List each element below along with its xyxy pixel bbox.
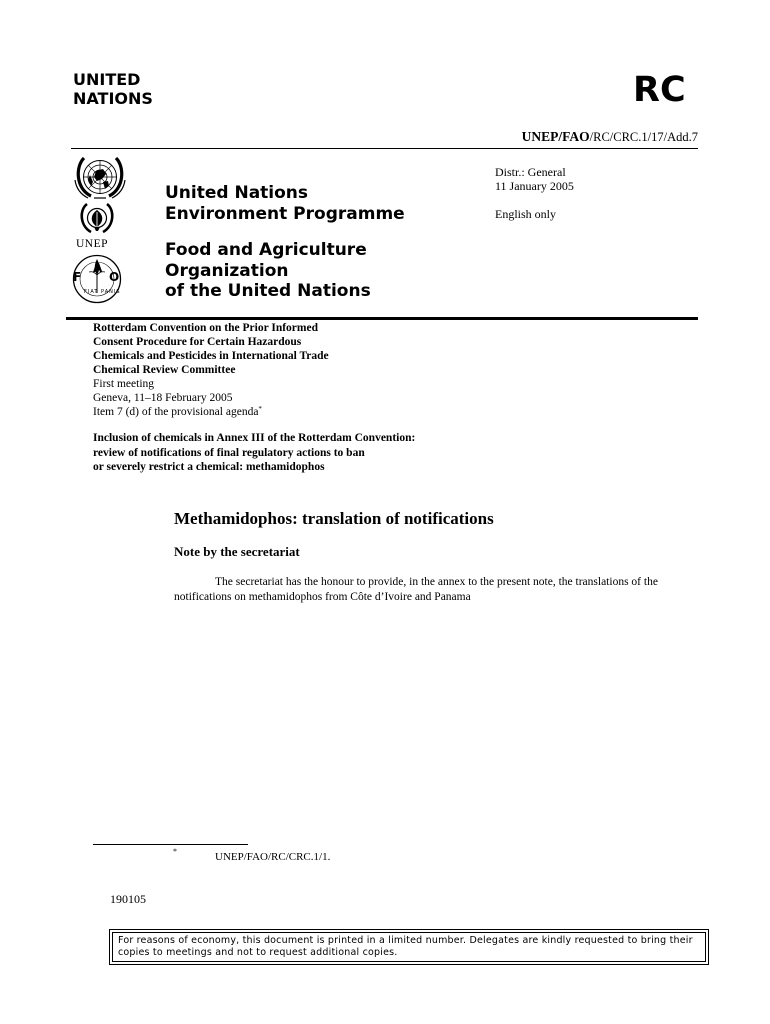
fao-name [165, 240, 465, 302]
meeting-convention-line1: Rotterdam Convention on the Prior Informed [93, 322, 318, 334]
distribution-type: Distr.: General [495, 165, 566, 179]
un-header [73, 70, 193, 108]
fao-letter-a: A [93, 261, 103, 275]
fao-name-line1: Food and Agriculture [165, 240, 367, 260]
distribution-language: English only [495, 207, 557, 221]
document-subtitle: Note by the secretariat [174, 544, 300, 559]
thick-rule [66, 317, 698, 320]
agenda-item-title [93, 431, 493, 475]
agenda-item-text: Item 7 (d) of the provisional agenda [93, 406, 259, 418]
meeting-convention-line2: Consent Procedure for Certain Hazardous [93, 336, 302, 348]
meeting-convention-line3: Chemicals and Pesticides in International Trade [93, 350, 329, 362]
fao-letter-f: F [73, 270, 82, 284]
footnote-mark: * [173, 847, 177, 856]
meeting-session: First meeting [93, 378, 155, 390]
fao-emblem-icon [70, 256, 130, 306]
meeting-agenda-item [93, 405, 413, 419]
meeting-venue-date: Geneva, 11–18 February 2005 [93, 392, 233, 404]
unep-name [165, 183, 465, 225]
distribution-block [495, 165, 574, 193]
document-number: 190105 [110, 892, 146, 906]
meeting-committee: Chemical Review Committee [93, 364, 236, 376]
footnote-rule [93, 844, 248, 845]
header-rule [71, 148, 698, 149]
unep-name-line1: United Nations [165, 183, 309, 203]
economy-notice-box [109, 929, 709, 965]
un-header-line2: NATIONS [73, 89, 153, 108]
agenda-item-title-line2: review of notifications of final regulatory actions to ban [93, 446, 365, 459]
distribution-date: 11 January 2005 [495, 179, 574, 193]
agenda-item-title-line3: or severely restrict a chemical: methamidophos [93, 461, 325, 473]
symbol-suffix: /RC/CRC.1/17/Add.7 [589, 130, 698, 144]
footnote-text: UNEP/FAO/RC/CRC.1/1. [215, 851, 331, 863]
unep-emblem-label: UNEP [76, 238, 109, 250]
symbol-prefix: UNEP/FAO [521, 129, 590, 144]
fao-name-line3: of the United Nations [165, 281, 371, 301]
meeting-info [93, 321, 413, 419]
unep-name-line2: Environment Programme [165, 204, 405, 224]
fao-name-line2: Organization [165, 260, 289, 281]
document-title: Methamidophos: translation of notifications [174, 509, 494, 528]
un-header-line1: UNITED [73, 70, 141, 89]
document-symbol [522, 129, 698, 145]
fao-letter-o: O [109, 270, 120, 284]
economy-notice-text: For reasons of economy, this document is printed in a limited number. Delegates are kindly requested to bring their copies to meetings and not to request additional copies. [118, 935, 693, 958]
agenda-footnote-mark: * [258, 405, 262, 413]
rc-code: RC [633, 70, 686, 110]
body-paragraph: The secretariat has the honour to provide, in the annex to the present note, the translations of the notifications on methamidophos from Côte d’Ivoire and Panama [174, 576, 658, 603]
fao-motto: FIAT PANIS [84, 289, 121, 295]
agenda-item-title-line1: Inclusion of chemicals in Annex III of the Rotterdam Convention: [93, 432, 416, 444]
